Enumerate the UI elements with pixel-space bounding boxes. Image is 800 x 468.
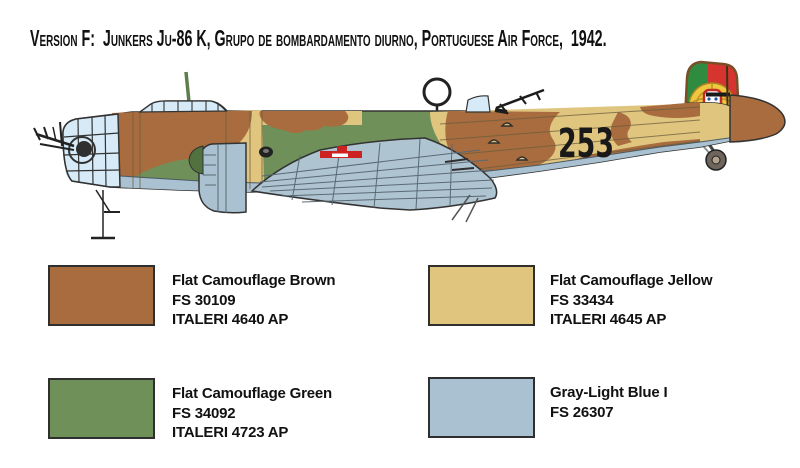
swatch-color-name: Flat Camouflage Brown	[172, 272, 336, 289]
swatch-color-name: Flat Camouflage Jellow	[550, 272, 713, 289]
swatch-color-name: Flat Camouflage Green	[172, 385, 333, 402]
swatch-fs-code: FS 30109	[172, 291, 236, 309]
glazed-nose	[34, 114, 120, 187]
swatch-brown	[48, 265, 155, 326]
swatch-fs-code: FS 26307	[550, 403, 614, 421]
nose-turret	[76, 141, 92, 157]
swatch-gray-blue-text	[550, 383, 667, 422]
version-title: Version F: Junkers Ju-86 K, Grupo de bombardamento diurno, Portuguese Air Force, 1942.	[30, 25, 607, 51]
cockpit-canopy	[140, 101, 226, 112]
swatch-paint-code: ITALERI 4723 AP	[172, 424, 289, 441]
tail-number: 253	[558, 121, 614, 167]
swatch-fs-code: FS 33434	[550, 291, 614, 309]
swatch-yellow-text	[550, 271, 712, 330]
swatch-fs-code: FS 34092	[172, 404, 236, 422]
tail-cone	[730, 95, 785, 142]
df-loop-antenna	[424, 79, 450, 114]
swatch-paint-code: ITALERI 4640 AP	[172, 311, 289, 328]
swatch-paint-code: ITALERI 4645 AP	[550, 311, 667, 328]
swatch-gray-blue	[428, 377, 535, 438]
swatch-brown-text	[172, 271, 335, 330]
swatch-green-text	[172, 384, 332, 443]
swatch-color-name: Gray-Light Blue I	[550, 384, 668, 401]
swatch-yellow	[428, 265, 535, 326]
pitot-tubes	[91, 190, 120, 238]
swatch-green	[48, 378, 155, 439]
